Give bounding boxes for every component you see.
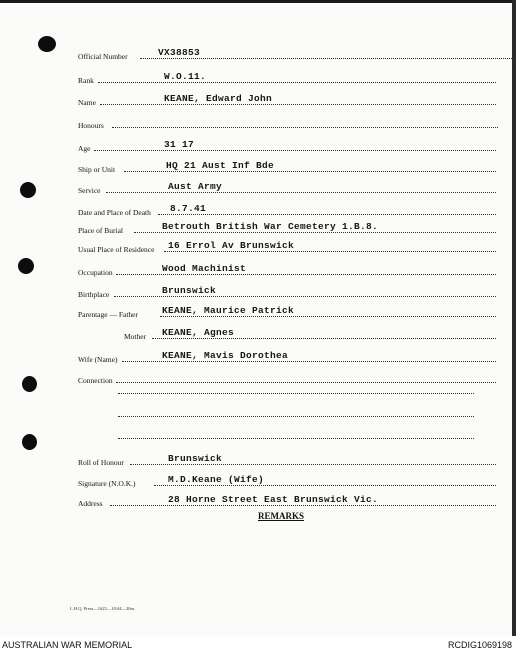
field-label: Parentage — Father — [78, 309, 138, 319]
field-label: Rank — [78, 75, 94, 85]
connection-extra-line — [118, 393, 474, 394]
field-value: KEANE, Edward John — [164, 93, 273, 104]
connection-extra-line — [118, 416, 474, 417]
field-label: Name — [78, 97, 96, 107]
punch-hole-icon — [38, 36, 56, 52]
field-label: Service — [78, 185, 101, 195]
archive-footer — [0, 636, 516, 654]
field-value: Brunswick — [168, 453, 223, 464]
field-value: 8.7.41 — [170, 203, 207, 214]
field-value: Brunswick — [162, 285, 217, 296]
footer-institution: AUSTRALIAN WAR MEMORIAL — [2, 640, 133, 650]
field-label: Place of Burial — [78, 225, 123, 235]
field-value: Wood Machinist — [162, 263, 247, 274]
field-value: KEANE, Mavis Dorothea — [162, 350, 289, 361]
field-value: M.D.Keane (Wife) — [168, 474, 265, 485]
field-label: Usual Place of Residence — [78, 244, 155, 254]
field-label: Wife (Name) — [78, 354, 118, 364]
card-right-edge — [512, 0, 516, 636]
field-label: Age — [78, 143, 91, 153]
field-label: Date and Place of Death — [78, 207, 151, 217]
field-label: Roll of Honour — [78, 457, 124, 467]
field-label: Ship or Unit — [78, 164, 116, 174]
printer-imprint: L.H.Q. Press—1625—10/44—20m. — [70, 606, 136, 611]
footer-record-id: RCDIG1069198 — [447, 640, 512, 650]
field-value: 28 Horne Street East Brunswick Vic. — [168, 494, 379, 505]
field-value: KEANE, Agnes — [162, 327, 235, 338]
field-value: HQ 21 Aust Inf Bde — [166, 160, 275, 171]
punch-hole-icon — [22, 376, 37, 392]
field-value: VX38853 — [158, 47, 201, 58]
connection-extra-line — [118, 438, 474, 439]
field-label: Mother — [124, 331, 147, 341]
punch-hole-icon — [18, 258, 34, 274]
field-label: Honours — [78, 120, 104, 130]
field-label: Occupation — [78, 267, 113, 277]
remarks-heading: REMARKS — [258, 511, 305, 521]
field-value: W.O.11. — [164, 71, 207, 82]
field-value: 31 17 — [164, 139, 195, 150]
punch-hole-icon — [20, 182, 36, 198]
field-value: KEANE, Maurice Patrick — [162, 305, 295, 316]
punch-hole-icon — [22, 434, 37, 450]
field-value: 16 Errol Av Brunswick — [168, 240, 295, 251]
field-label: Connection — [78, 375, 113, 385]
field-label: Official Number — [78, 51, 128, 61]
card-top-edge — [0, 0, 516, 3]
field-value: Betrouth British War Cemetery 1.B.8. — [162, 221, 379, 232]
field-label: Signature (N.O.K.) — [78, 478, 136, 488]
field-value: Aust Army — [168, 181, 223, 192]
field-label: Address — [78, 498, 103, 508]
field-label: Birthplace — [78, 289, 110, 299]
